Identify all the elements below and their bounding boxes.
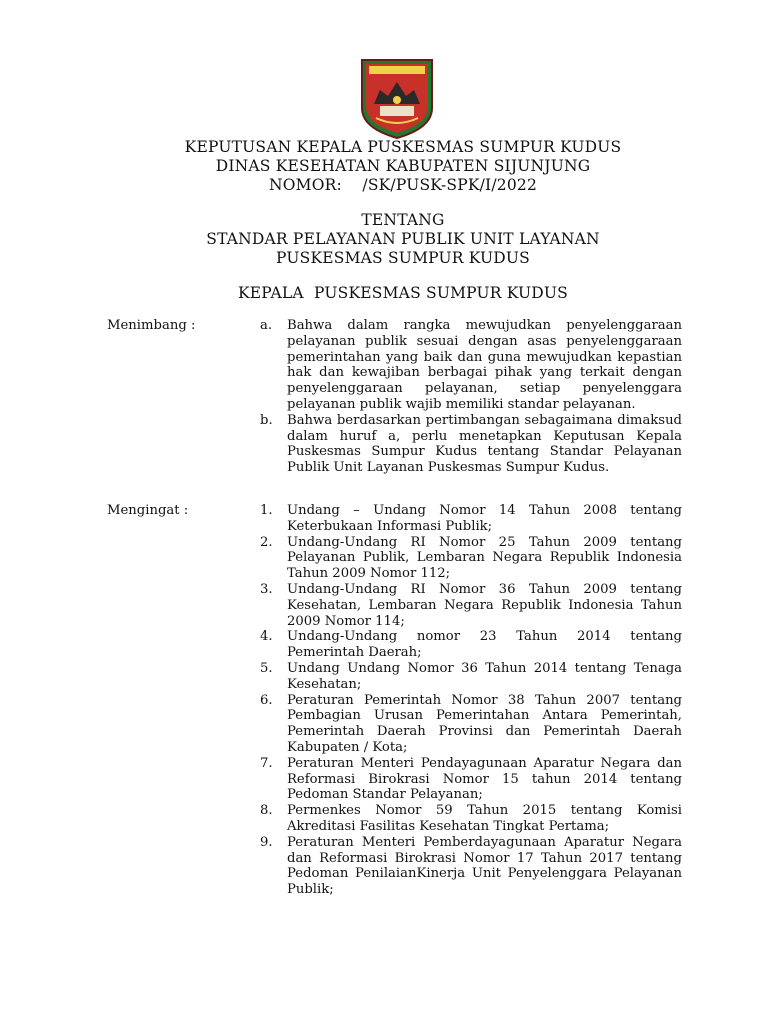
regency-coat-of-arms-logo <box>358 56 436 140</box>
agency-name: DINAS KESEHATAN KABUPATEN SIJUNJUNG <box>215 157 591 175</box>
list-item <box>260 803 682 835</box>
list-item <box>260 535 682 582</box>
decree-title: KEPUTUSAN KEPALA PUSKESMAS SUMPUR KUDUS <box>184 138 622 156</box>
item-text: Permenkes Nomor 59 Tahun 2015 tentang Komisi Akreditasi Fasilitas Kesehatan Tingkat Pertama; <box>287 803 682 834</box>
list-item <box>260 318 682 413</box>
item-marker: 2. <box>260 534 273 550</box>
menimbang-list <box>260 318 682 476</box>
list-item <box>260 413 682 476</box>
subject-heading: TENTANG <box>361 211 445 229</box>
item-text: Bahwa dalam rangka mewujudkan penyelenggaraan pelayanan publik sesuai dengan asas penyelenggaraan pemerintahan yang baik dan guna mewujudkan kepastian hak dan kewajiban berbagai pihak yang terkait dengan penyelenggaraan pelayanan, setiap penyelenggara pelayanan publik wajib memiliki standar pelayanan. <box>287 318 682 412</box>
item-text: Undang-Undang nomor 23 Tahun 2014 tentang Pemerintah Daerah; <box>287 629 682 661</box>
list-item <box>260 503 682 535</box>
subject-title-line2: PUSKESMAS SUMPUR KUDUS <box>276 249 530 267</box>
item-text: Undang-Undang RI Nomor 36 Tahun 2009 tentang Kesehatan, Lembaran Negara Republik Indonesia Tahun 2009 Nomor 114; <box>287 581 682 629</box>
item-text: Peraturan Pemerintah Nomor 38 Tahun 2007 tentang Pembagian Urusan Pemerintahan Antara Pemerintah, Pemerintah Daerah Provinsi dan Pemerintah Daerah Kabupaten / Kota; <box>287 692 682 755</box>
list-item <box>260 661 682 693</box>
mengingat-list <box>260 503 682 898</box>
item-marker: 8. <box>260 803 273 819</box>
issuing-official: KEPALA PUSKESMAS SUMPUR KUDUS <box>238 284 568 302</box>
coat-of-arms-icon <box>358 56 436 140</box>
menimbang-label: Menimbang : <box>107 318 196 333</box>
item-text: Undang – Undang Nomor 14 Tahun 2008 tentang Keterbukaan Informasi Publik; <box>287 503 682 534</box>
item-text: Undang-Undang RI Nomor 25 Tahun 2009 tentang Pelayanan Publik, Lembaran Negara Republik Indonesia Tahun 2009 Nomor 112; <box>287 534 682 582</box>
item-marker: 5. <box>260 660 273 676</box>
item-marker: a. <box>260 318 273 333</box>
list-item <box>260 629 682 661</box>
list-item <box>260 756 682 803</box>
subject-title-line1: STANDAR PELAYANAN PUBLIK UNIT LAYANAN <box>206 230 600 248</box>
item-marker: 6. <box>260 692 273 708</box>
list-item <box>260 835 682 898</box>
item-text: Peraturan Menteri Pendayagunaan Aparatur Negara dan Reformasi Birokrasi Nomor 15 tahun 2014 tentang Pedoman Standar Pelayanan; <box>287 755 682 803</box>
item-marker: 1. <box>260 503 273 518</box>
item-text: Undang Undang Nomor 36 Tahun 2014 tentang Tenaga Kesehatan; <box>287 660 682 692</box>
item-marker: 9. <box>260 834 273 850</box>
item-marker: 3. <box>260 581 273 597</box>
list-item <box>260 582 682 629</box>
item-marker: b. <box>260 412 273 428</box>
mengingat-label: Mengingat : <box>107 503 189 518</box>
item-marker: 7. <box>260 755 273 771</box>
item-text: Bahwa berdasarkan pertimbangan sebagaimana dimaksud dalam huruf a, perlu menetapkan Keputusan Kepala Puskesmas Sumpur Kudus tentang Standar Pelayanan Publik Unit Layanan Puskesmas Sumpur Kudus. <box>287 412 682 476</box>
item-marker: 4. <box>260 629 273 645</box>
item-text: Peraturan Menteri Pemberdayagunaan Aparatur Negara dan Reformasi Birokrasi Nomor 17 Tahun 2017 tentang Pedoman PenilaianKinerja Unit Penyelenggara Pelayanan Publik; <box>287 834 682 898</box>
list-item <box>260 693 682 756</box>
decree-number: NOMOR: /SK/PUSK-SPK/I/2022 <box>268 176 538 194</box>
